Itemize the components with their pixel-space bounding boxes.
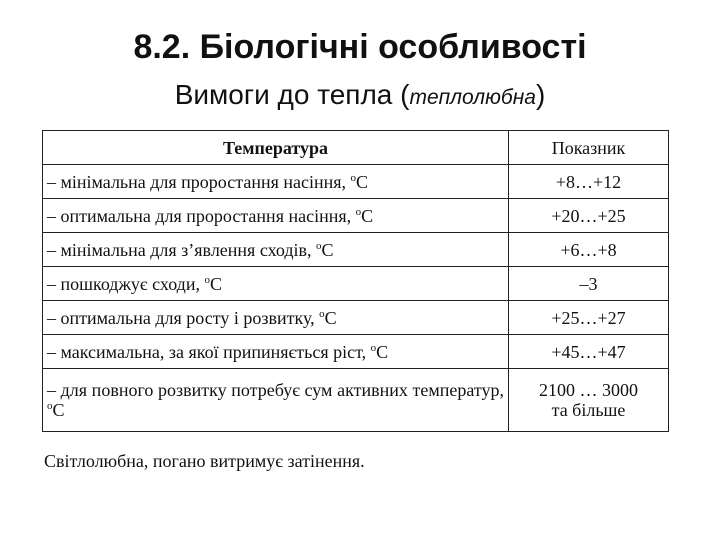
table-header-row [43,131,669,165]
degree-mark: о [370,341,377,354]
table-row [43,199,669,233]
note-text: Світлолюбна, погано витримує затінення. [44,451,365,471]
row-label [43,267,509,301]
row-label [43,165,509,199]
unit-text: С [376,341,389,362]
row-value: +45…+47 [509,335,669,369]
degree-mark: о [355,205,362,218]
table-row [43,165,669,199]
unit-text: С [324,307,337,328]
row-label [43,301,509,335]
subtitle-close: ) [535,79,546,110]
row-value: –3 [509,267,669,301]
degree-mark: о [204,273,210,286]
row-value: +20…+25 [509,199,669,233]
table-row [43,233,669,267]
degree-mark: о [319,307,325,320]
label-text: – максимальна, за якої припиняється ріст, [47,341,371,362]
row-label [43,199,509,233]
row-value: +8…+12 [509,165,669,199]
row-value [509,369,669,432]
row-value: +25…+27 [509,301,669,335]
label-text: – мінімальна для з’явлення сходів, [47,239,317,260]
label-text: – пошкоджує сходи, [47,273,205,294]
unit-text: С [209,273,222,294]
unit-text: С [361,205,374,226]
page-title: 8.2. Біологічні особливості [133,28,587,66]
page-subtitle [0,78,720,115]
unit-text: С [321,239,334,260]
degree-mark: о [47,400,53,412]
degree-mark: о [350,171,357,184]
table-row [43,335,669,369]
value-line-1: 2100 … 3000 [539,380,638,400]
subtitle-text: Вимоги до тепла ( [174,79,410,110]
header-temperature: Температура [43,131,509,165]
header-indicator: Показник [509,131,669,165]
table-row [43,301,669,335]
value-line-2: та більше [551,400,626,420]
unit-text: С [52,400,65,420]
label-text: – оптимальна для росту і розвитку, [47,307,320,328]
row-label [43,369,509,432]
row-label [43,233,509,267]
row-value: +6…+8 [509,233,669,267]
label-text: – для повного розвитку потребує сум активних температур, [47,380,504,400]
degree-mark: о [316,239,322,252]
label-text: – мінімальна для проростання насіння, [47,171,351,192]
row-label [43,335,509,369]
table-row [43,369,669,432]
table-row [43,267,669,301]
subtitle-italic: теплолюбна [409,86,536,109]
unit-text: С [356,171,369,192]
temperature-table [42,130,669,432]
label-text: – оптимальна для проростання насіння, [47,205,356,226]
